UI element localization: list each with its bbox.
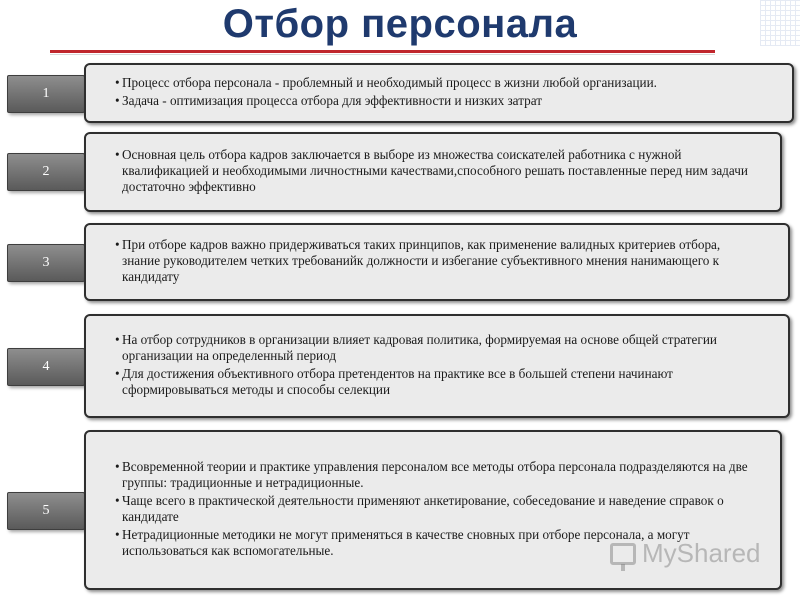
item-content-box — [84, 132, 782, 212]
bullet-text: • Основная цель отбора кадров заключается в выборе из множества соискателей работника с нужной квалификацией и необходимыми личностными качествами,способного решать поставленные перед ним задачи достаточно эффективно — [110, 147, 752, 195]
item-number-badge: 1 — [7, 75, 85, 113]
item-content-box — [84, 63, 794, 123]
item-number-badge: 2 — [7, 153, 85, 191]
bullet-text: • Чаще всего в практической деятельности применяют анкетирование, собеседование и наведение справок о кандидате — [110, 493, 752, 525]
item-number-badge: 3 — [7, 244, 85, 282]
title-underline-shadow — [50, 54, 715, 55]
item-content-box — [84, 314, 790, 418]
bullet-text: • Задача - оптимизация процесса отбора для эффективности и низких затрат — [110, 93, 764, 109]
list-item — [0, 60, 800, 126]
watermark — [610, 538, 761, 569]
bullet-text: • Для достижения объективного отбора претендентов на практике все в большей степени начинают сформировываться методы и способы селекции — [110, 366, 760, 398]
list-item — [0, 312, 800, 420]
page-title: Отбор персонала — [222, 2, 578, 46]
bullet-text: • Нетрадиционные методики не могут применяться в качестве сновных при отборе персонала, а могут использоваться как вспомогательные. — [110, 527, 752, 559]
bullet-text: • На отбор сотрудников в организации влияет кадровая политика, формируемая на основе общей стратегии организации на определенный период — [110, 332, 760, 364]
item-number-badge: 5 — [7, 492, 85, 530]
bullet-text: • При отборе кадров важно придерживаться таких принципов, как применение валидных критериев отбора, знание руководителем четких требованийк должности и избегание субъективного мнения нанимающего к кандидату — [110, 237, 760, 285]
title-underline — [50, 50, 715, 53]
list-item — [0, 220, 800, 304]
watermark-text: MyShared — [642, 538, 761, 568]
presentation-icon — [610, 543, 636, 565]
bullet-text: • Всовременной теории и практике управления персоналом все методы отбора персонала подразделяются на две группы: традиционные и нетрадиционные. — [110, 459, 752, 491]
item-content-box — [84, 223, 790, 301]
list-item — [0, 130, 800, 214]
list-item — [0, 428, 800, 594]
item-number-badge: 4 — [7, 348, 85, 386]
bullet-text: • Процесс отбора персонала - проблемный и необходимый процесс в жизни любой организации. — [110, 75, 764, 91]
